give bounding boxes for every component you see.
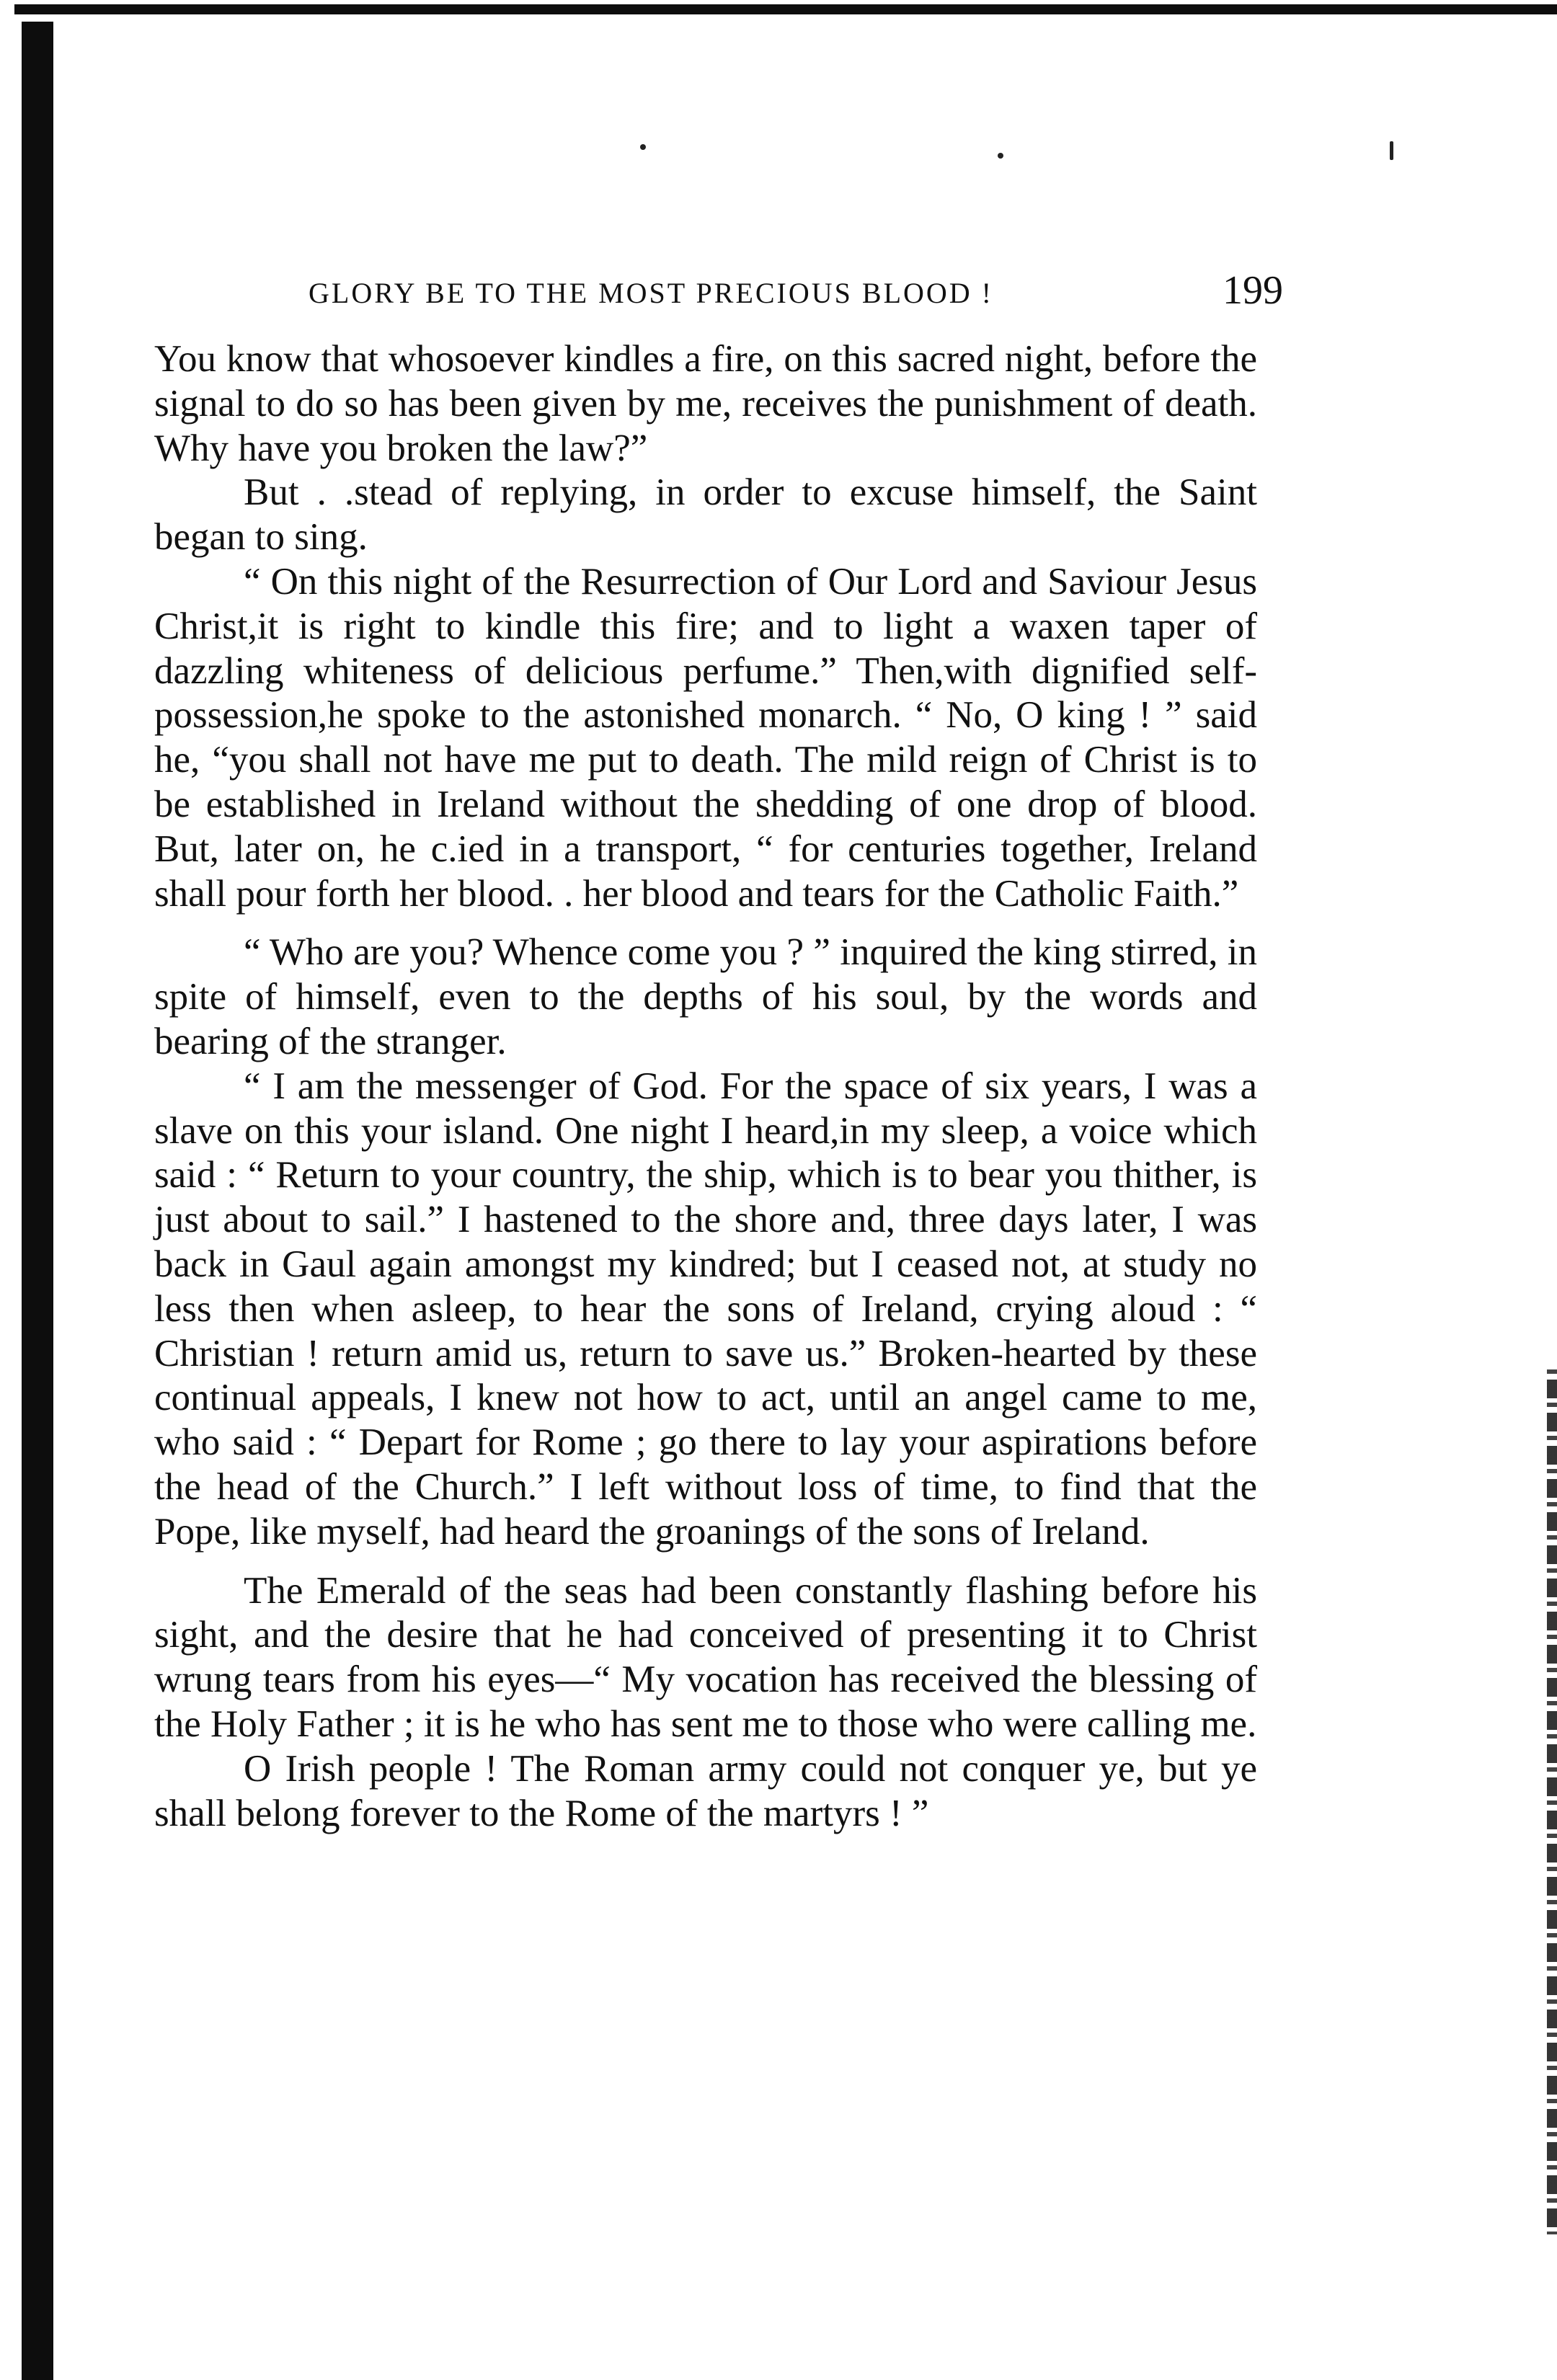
page-number: 199: [1223, 268, 1283, 313]
scan-speck: [640, 144, 646, 150]
running-title: GLORY BE TO THE MOST PRECIOUS BLOOD !: [309, 277, 993, 309]
paragraph-4: “ Who are you? Whence come you ? ” inquired the king stirred, in spite of himself, even to the depths of his soul, by the words and bearing of the stranger.: [154, 931, 1257, 1062]
scan-border-top: [14, 4, 1557, 14]
scan-speck: [1390, 141, 1393, 160]
paragraph-1: You know that whosoever kindles a fire, on this sacred night, before the signal to do so has been given by me, receives the punishment of death. Why have you broken the law?”: [154, 338, 1257, 469]
paragraph-7: O Irish people ! The Roman army could not conquer ye, but ye shall belong forever to the Rome of the martyrs ! ”: [154, 1747, 1257, 1834]
scan-speck: [998, 153, 1003, 159]
scan-border-left: [22, 22, 53, 2380]
paragraph-2: But . .stead of replying, in order to excuse himself, the Saint began to sing.: [154, 471, 1257, 559]
running-head: [309, 268, 1283, 319]
paragraph-6: The Emerald of the seas had been constantly flashing before his sight, and the desire that he had conceived of presenting it to Christ wrung tears from his eyes—“ My vocation has received the blessing of the Holy Father ; it is he who has sent me to those who were calling me.: [154, 1569, 1257, 1745]
paragraph-3: “ On this night of the Resurrection of Our Lord and Saviour Jesus Christ,it is right to kindle this fire; and to light a waxen taper of dazzling whiteness of delicious perfume.” Then,with dignified self-possession,he spoke to the astonished monarch. “ No, O king ! ” said he, “you shall not have me put to death. The mild reign of Christ is to be established in Ireland without the shedding of one drop of blood. But, later on, he c.ied in a transport, “ for centuries together, Ireland shall pour forth her blood. . her blood and tears for the Catholic Faith.”: [154, 560, 1257, 915]
paragraph-5: “ I am the messenger of God. For the space of six years, I was a slave on this your island. One night I heard,in my sleep, a voice which said : “ Return to your country, the ship, which is to bear you thither, is just about to sail.” I hastened to the shore and, three days later, I was back in Gaul again amongst my kindred; but I ceased not, at study no less then when asleep, to hear the sons of Ireland, crying aloud : “ Christian ! return amid us, return to save us.” Broken-hearted by these continual appeals, I knew not how to act, until an angel came to me, who said : “ Depart for Rome ; go there to lay your aspirations before the head of the Church.” I left without loss of time, to find that the Pope, like myself, had heard the groanings of the sons of Ireland.: [154, 1065, 1257, 1553]
scan-border-right: [1547, 1369, 1557, 2234]
body-text: [154, 337, 1257, 1836]
